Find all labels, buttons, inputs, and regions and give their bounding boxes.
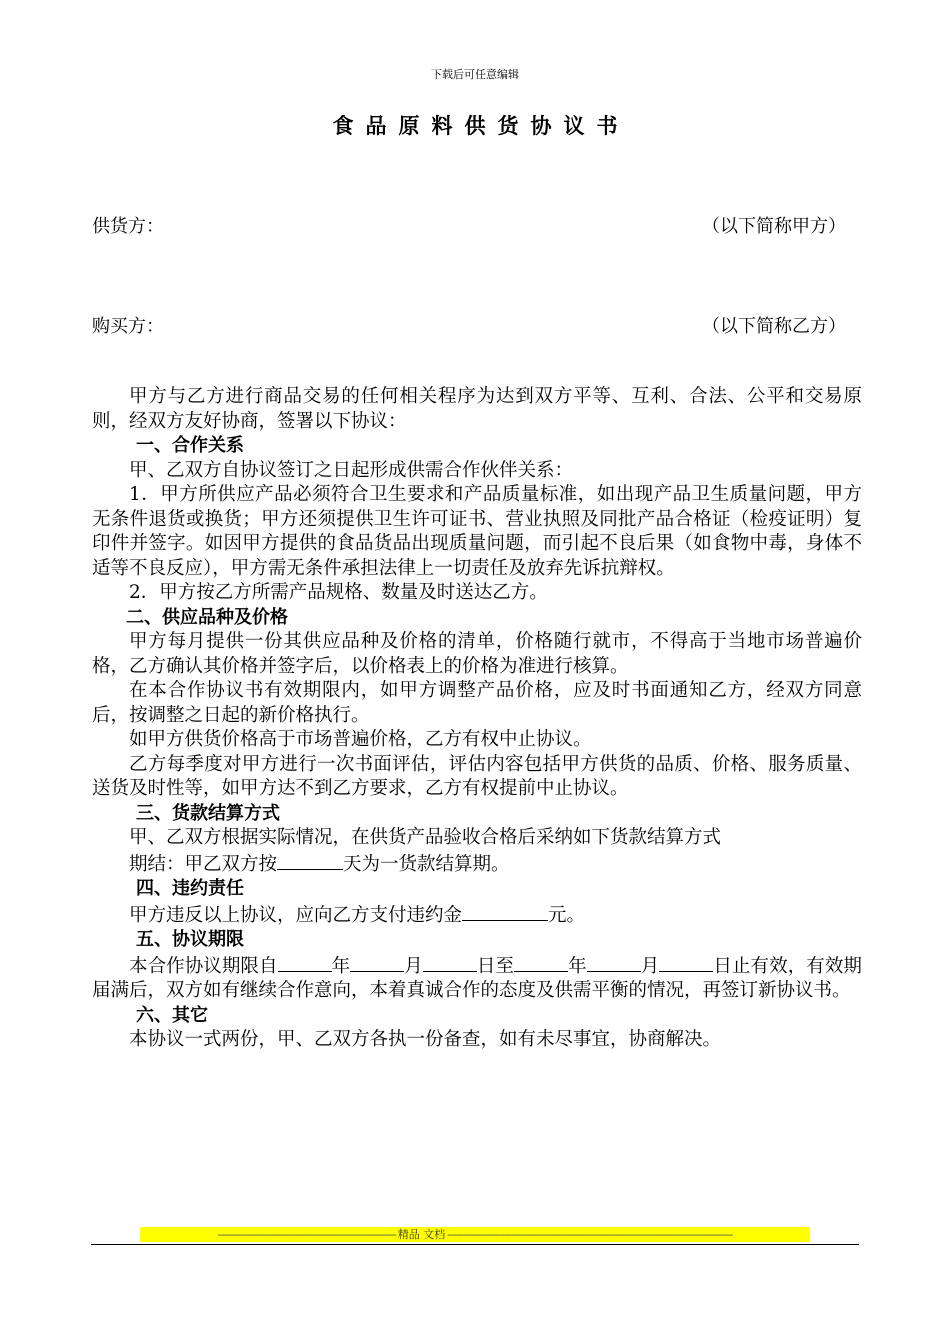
day-to-label: 日至 (476, 955, 515, 977)
term-text-start: 本合作协议期限自 (129, 955, 278, 977)
section2-paragraph-2: 在本合作协议书有效期限内，如甲方调整产品价格，应及时书面通知乙方，经双方同意后，按调整之日起的新价格执行。 (92, 680, 862, 726)
term-text-end: 日止有效，有效期届满后，双方如有继续合作意向，本着真诚合作的态度及供需平衡的情况，再签订新协议书。 (92, 955, 862, 1001)
start-year-blank[interactable] (278, 953, 332, 972)
supplier-note: （以下简称甲方） (702, 216, 846, 237)
section2-paragraph-1: 甲方每月提供一份其供应品种及价格的清单，价格随行就市，不得高于当地市场普遍价格，乙方确认其价格并签字后，以价格表上的价格为准进行核算。 (92, 631, 862, 677)
start-month-label: 月 (404, 955, 423, 977)
footer-dashes-right: ------------------------------------------------------------------------------------------------ (447, 1228, 733, 1241)
section3-paragraph-2 (92, 851, 862, 878)
intro-paragraph: 甲方与乙方进行商品交易的任何相关程序为达到双方平等、互利、合法、公平和交易原则，经双方友好协商，签署以下协议： (92, 386, 862, 432)
section1-item-2: 2．甲方按乙方所需产品规格、数量及时送达乙方。 (129, 582, 548, 603)
settlement-text-before: 期结：甲乙双方按 (129, 853, 278, 875)
buyer-note: （以下简称乙方） (702, 316, 846, 337)
penalty-text-before: 甲方违反以上协议，应向乙方支付违约金 (129, 904, 463, 926)
section-heading-cooperation: 一、合作关系 (136, 435, 244, 456)
start-year-label: 年 (331, 955, 351, 977)
supplier-label: 供货方： (92, 216, 164, 237)
section3-paragraph-1: 甲、乙双方根据实际情况，在供货产品验收合格后采纳如下货款结算方式 (129, 827, 722, 848)
end-month-blank[interactable] (587, 953, 641, 972)
footer-dashes-left: ------------------------------------------------------------ (217, 1228, 396, 1241)
section2-paragraph-3: 如甲方供货价格高于市场普遍价格，乙方有权中止协议。 (129, 729, 592, 750)
agreement-body (92, 385, 862, 1053)
section4-paragraph (92, 902, 862, 929)
start-month-blank[interactable] (350, 953, 404, 972)
section-heading-term: 五、协议期限 (136, 929, 244, 950)
section6-paragraph: 本协议一式两份，甲、乙双方各执一份备查，如有未尽事宜，协商解决。 (129, 1029, 722, 1050)
section1-paragraph: 甲、乙双方自协议签订之日起形成供需合作伙伴关系： (129, 459, 574, 481)
section-heading-liability: 四、违约责任 (136, 878, 244, 899)
end-day-blank[interactable] (659, 953, 713, 972)
footer-label: 精品 文档 (397, 1228, 446, 1241)
footer-banner (140, 1227, 810, 1242)
end-month-label: 月 (640, 955, 660, 977)
end-year-label: 年 (568, 955, 587, 977)
settlement-text-after: 天为一货款结算期。 (343, 853, 510, 875)
section-heading-varieties-prices: 二、供应品种及价格 (126, 606, 288, 628)
end-year-blank[interactable] (514, 953, 568, 972)
settlement-days-blank[interactable] (277, 851, 343, 870)
section-heading-settlement: 三、货款结算方式 (136, 802, 280, 824)
start-day-blank[interactable] (423, 953, 477, 972)
header-note: 下载后可任意编辑 (431, 68, 519, 81)
section1-item-1: 1．甲方所供应产品必须符合卫生要求和产品质量标准，如出现产品卫生质量问题，甲方无条件退货或换货；甲方还须提供卫生许可证书、营业执照及同批产品合格证（检疫证明）复印件并签字。如因甲方提供的食品货品出现质量问题，而引起不良后果（如食物中毒，身体不适等不良反应），甲方需无条件承担法律上一切责任及放弃先诉抗辩权。 (92, 484, 862, 579)
section5-paragraph (92, 953, 862, 1004)
buyer-label: 购买方： (92, 316, 164, 337)
footer-rule (91, 1244, 859, 1245)
section2-paragraph-4: 乙方每季度对甲方进行一次书面评估，评估内容包括甲方供货的品质、价格、服务质量、送货及时性等，如甲方达不到乙方要求，乙方有权提前中止协议。 (92, 753, 862, 799)
penalty-amount-blank[interactable] (462, 902, 548, 921)
penalty-text-after: 元。 (548, 904, 586, 926)
document-title: 食品原料供货协议书 (332, 114, 630, 138)
section-heading-other: 六、其它 (136, 1004, 208, 1026)
